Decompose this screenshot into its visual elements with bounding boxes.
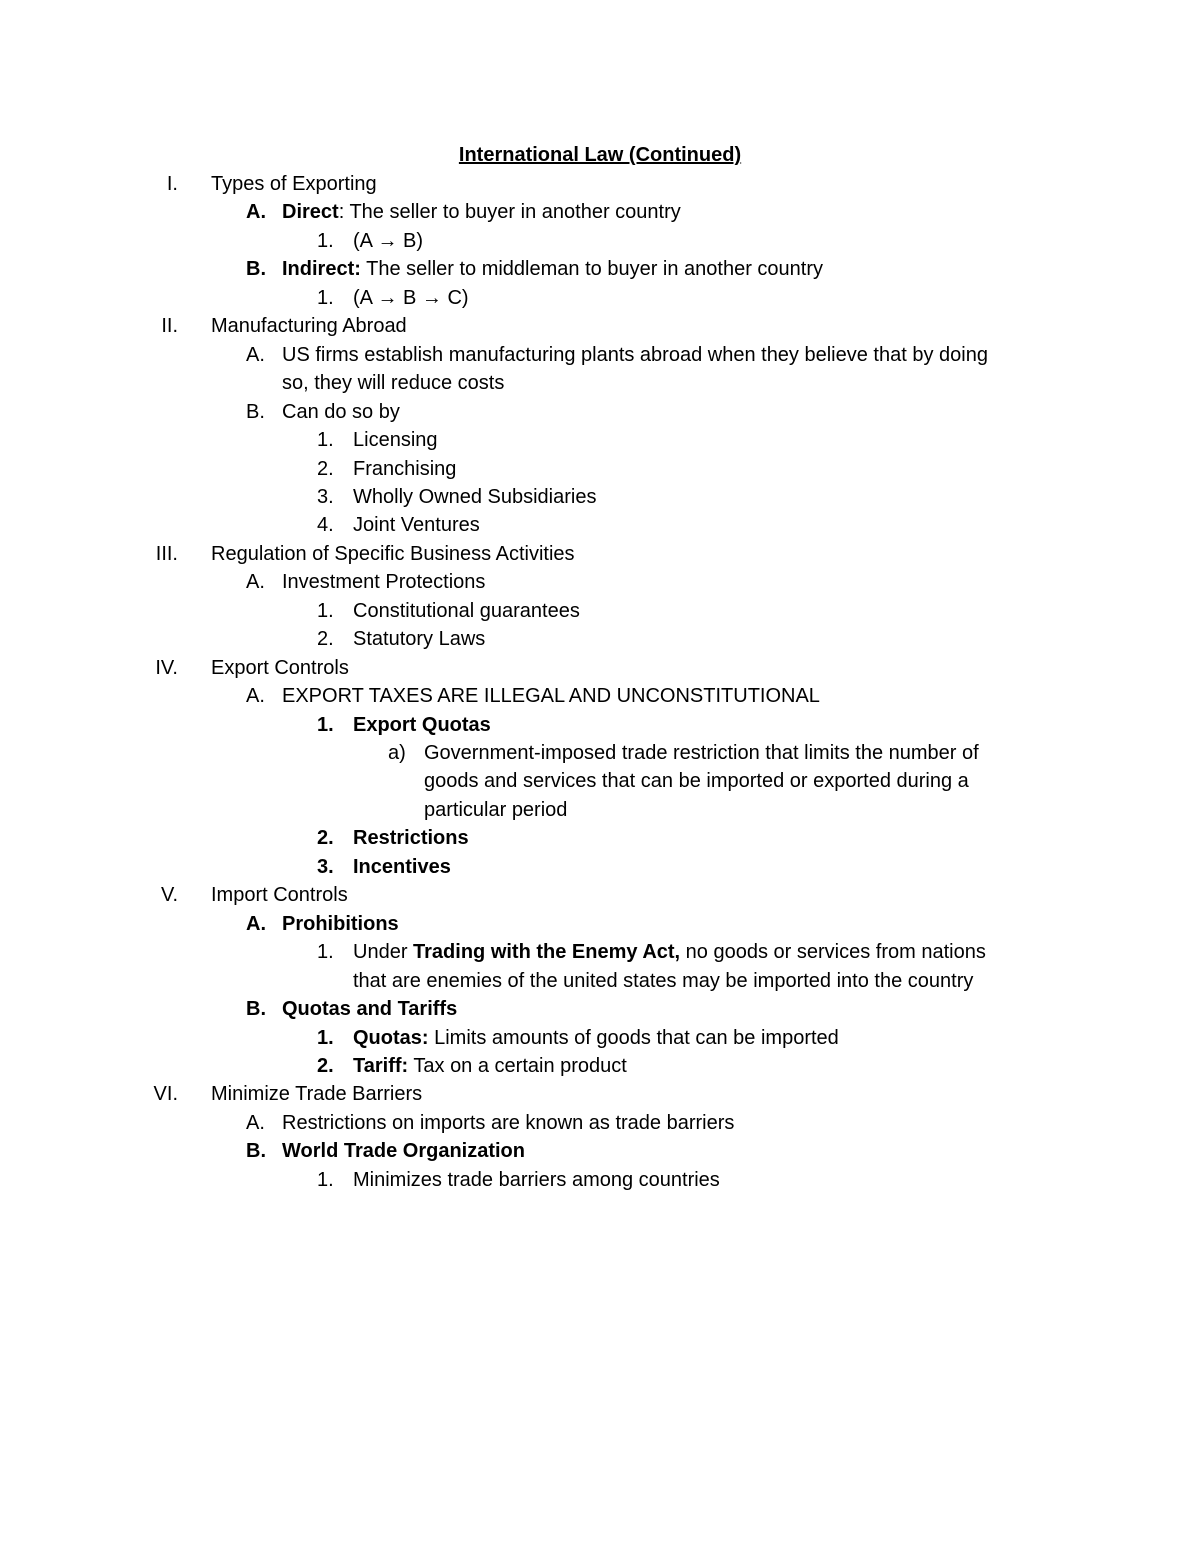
outline-marker: A.: [246, 201, 266, 224]
text-run: so, they will reduce costs: [282, 372, 505, 395]
outline-text: [282, 568, 485, 596]
text-run: Statutory Laws: [353, 628, 486, 651]
text-run: Import Controls: [211, 884, 348, 907]
text-run: Tax on a certain product: [408, 1054, 627, 1077]
outline-item: [0, 739, 1200, 767]
outline-text: [282, 369, 504, 397]
outline-text: [353, 1024, 839, 1052]
outline-item: [0, 967, 1200, 995]
bold-text-run: Quotas:: [353, 1026, 429, 1049]
outline-marker: A.: [246, 343, 265, 366]
text-run: US firms establish manufacturing plants abroad when they believe that by doing: [282, 343, 988, 366]
outline-marker: V.: [160, 884, 178, 907]
outline-item: [0, 711, 1200, 739]
outline-item: [0, 369, 1200, 397]
outline-marker: 1.: [317, 1026, 334, 1049]
outline-item: [0, 682, 1200, 710]
outline-item: [0, 312, 1200, 340]
outline-marker: A.: [246, 571, 265, 594]
bold-text-run: Indirect:: [282, 258, 361, 281]
outline-marker: IV.: [155, 656, 178, 679]
outline-item: [0, 341, 1200, 369]
bold-text-run: Incentives: [353, 855, 451, 878]
text-run: goods and services that can be imported or exported during a: [424, 770, 969, 793]
outline-marker: B.: [246, 998, 266, 1021]
text-run: Regulation of Specific Business Activities: [211, 542, 575, 565]
outline-item: [0, 597, 1200, 625]
page-title: International Law (Continued): [458, 144, 742, 166]
outline-text: [282, 341, 988, 369]
outline-text: [211, 312, 407, 340]
outline-text: [353, 967, 973, 995]
outline-marker: III.: [155, 542, 178, 565]
outline-text: [353, 1052, 627, 1080]
outline-item: [0, 568, 1200, 596]
outline-item: [0, 483, 1200, 511]
outline-item: [0, 1080, 1200, 1108]
text-run: Can do so by: [282, 400, 400, 423]
outline-marker: A.: [246, 912, 266, 935]
outline-text: [353, 426, 438, 454]
outline-item: [0, 255, 1200, 283]
outline-item: [0, 1052, 1200, 1080]
text-run: (A → B): [353, 229, 424, 252]
outline-text: [424, 767, 969, 795]
outline-text: [211, 540, 575, 568]
outline-marker: 2.: [317, 1054, 334, 1077]
outline-text: [353, 625, 485, 653]
outline-marker: 1.: [317, 599, 334, 622]
outline-item: [0, 881, 1200, 909]
outline-marker: 2.: [317, 457, 334, 480]
outline-item: [0, 824, 1200, 852]
outline-text: [353, 284, 469, 312]
bold-text-run: World Trade Organization: [282, 1140, 525, 1163]
text-run: Constitutional guarantees: [353, 599, 580, 622]
outline-marker: II.: [161, 315, 178, 338]
outline-item: [0, 426, 1200, 454]
bold-text-run: Trading with the Enemy Act,: [413, 941, 681, 964]
outline-item: [0, 938, 1200, 966]
outline-text: [353, 938, 986, 966]
outline-marker: B.: [246, 258, 266, 281]
outline-item: [0, 227, 1200, 255]
text-run: The seller to middleman to buyer in another country: [360, 258, 824, 281]
outline-item: [0, 1137, 1200, 1165]
text-run: Wholly Owned Subsidiaries: [353, 485, 597, 508]
outline-item: [0, 398, 1200, 426]
text-run: Restrictions on imports are known as trade barriers: [282, 1111, 735, 1134]
text-run: Limits amounts of goods that can be imported: [428, 1026, 839, 1049]
bold-text-run: Restrictions: [353, 827, 469, 850]
outline-text: [424, 796, 567, 824]
outline-marker: B.: [246, 400, 265, 423]
text-run: Franchising: [353, 457, 457, 480]
bold-text-run: Prohibitions: [282, 912, 399, 935]
outline-text: [282, 682, 820, 710]
outline-text: [211, 654, 349, 682]
outline-item: [0, 995, 1200, 1023]
text-run: that are enemies of the united states may be imported into the country: [353, 969, 974, 992]
outline-marker: 1.: [317, 713, 334, 736]
outline-text: [353, 597, 580, 625]
text-run: : The seller to buyer in another country: [338, 201, 681, 224]
bold-text-run: Quotas and Tariffs: [282, 998, 458, 1021]
outline-marker: 1.: [317, 1168, 334, 1191]
outline-text: [353, 455, 456, 483]
outline-text: [353, 227, 423, 255]
outline-item: [0, 511, 1200, 539]
outline-item: [0, 1109, 1200, 1137]
outline-text: [353, 711, 491, 739]
outline-marker: 3.: [317, 855, 334, 878]
outline-item: [0, 625, 1200, 653]
text-run: Government-imposed trade restriction that limits the number of: [424, 742, 979, 764]
bold-text-run: Export Quotas: [353, 713, 491, 736]
outline-marker: 1.: [317, 286, 334, 309]
outline-item: [0, 796, 1200, 824]
outline-marker: 4.: [317, 514, 334, 537]
outline-text: [282, 398, 400, 426]
outline-marker: B.: [246, 1140, 266, 1163]
outline-text: [282, 255, 823, 283]
outline-item: [0, 654, 1200, 682]
outline-item: [0, 198, 1200, 226]
outline-item: [0, 540, 1200, 568]
outline-text: [282, 1137, 525, 1165]
text-run: (A → B → C): [353, 286, 469, 309]
outline-marker: 2.: [317, 628, 334, 651]
outline-text: [282, 198, 681, 226]
outline-item: [0, 284, 1200, 312]
text-run: Licensing: [353, 429, 438, 452]
outline-text: [353, 483, 596, 511]
text-run: Minimize Trade Barriers: [211, 1083, 423, 1106]
outline-marker: 3.: [317, 485, 334, 508]
text-run: Joint Ventures: [353, 514, 480, 537]
text-run: Types of Exporting: [211, 173, 377, 195]
outline-marker: 1.: [317, 229, 334, 252]
outline-text: [353, 824, 469, 852]
outline-text: [282, 1109, 734, 1137]
outline-text: [353, 1166, 720, 1194]
outline-text: [211, 170, 377, 198]
text-run: Export Controls: [211, 656, 349, 679]
outline-text: [353, 853, 451, 881]
outline-marker: VI.: [153, 1083, 178, 1106]
outline-marker: 1.: [317, 941, 334, 964]
outline-text: [211, 1080, 422, 1108]
outline-text: [211, 881, 348, 909]
outline-item: [0, 170, 1200, 198]
outline-marker: A.: [246, 685, 265, 708]
bold-text-run: Direct: [282, 201, 339, 224]
text-run: Manufacturing Abroad: [211, 315, 407, 338]
outline-marker: A.: [246, 1111, 265, 1134]
text-run: EXPORT TAXES ARE ILLEGAL AND UNCONSTITUTIONAL: [282, 685, 820, 708]
outline-item: [0, 1024, 1200, 1052]
outline-marker: 1.: [317, 429, 334, 452]
outline-item: [0, 853, 1200, 881]
bold-text-run: Tariff:: [353, 1054, 409, 1077]
outline-item: [0, 910, 1200, 938]
outline-text: [282, 995, 457, 1023]
text-run: Under: [353, 941, 414, 964]
outline-text: [353, 511, 480, 539]
outline-item: [0, 455, 1200, 483]
outline-item: [0, 767, 1200, 795]
text-run: Minimizes trade barriers among countries: [353, 1168, 720, 1191]
text-run: Investment Protections: [282, 571, 486, 594]
text-run: particular period: [424, 798, 568, 821]
outline-text: [424, 739, 979, 767]
outline-item: [0, 1166, 1200, 1194]
outline-marker: I.: [166, 173, 178, 195]
text-run: no goods or services from nations: [680, 941, 986, 964]
outline-marker: 2.: [317, 827, 334, 850]
outline-marker: a): [388, 742, 406, 764]
outline-text: [282, 910, 399, 938]
